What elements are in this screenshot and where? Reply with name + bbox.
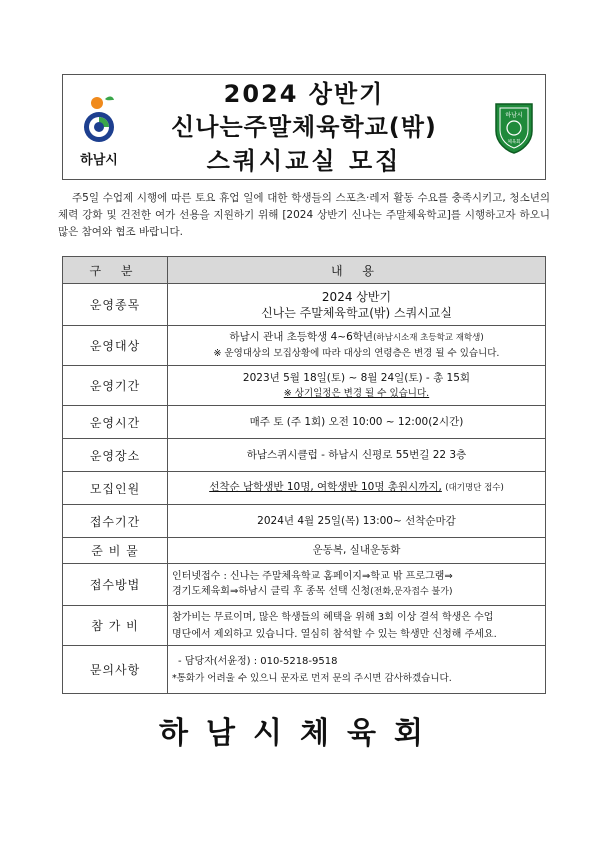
table-header-row [63,257,546,284]
table-row [63,538,546,564]
row-content [168,366,546,406]
title-line-3: 스쿼시교실 모집 [206,147,402,175]
header-category: 구 분 [63,257,168,284]
shield-icon [493,101,535,155]
content-line: 명단에서 제외하고 있습니다. 열심히 참석할 수 있는 학생만 신청해 주세요. [172,628,497,640]
row-label: 운영기간 [63,366,168,406]
info-table [62,256,546,694]
content-line: 2024 상반기 [321,289,392,304]
row-content [168,564,546,606]
row-content [168,606,546,646]
content-line: 참가비는 무료이며, 많은 학생들의 혜택을 위해 3회 이상 결석 학생은 수업 [172,611,494,623]
row-label: 운영시간 [63,406,168,439]
table-row [63,326,546,366]
content-text: 선착순 남학생반 10명, 여학생반 10명 총원시까지, [209,481,442,493]
content-note: (하남시소재 초등학교 재학생) [373,333,484,343]
sports-council-logo [493,101,535,155]
row-label: 접수방법 [63,564,168,606]
row-content [168,284,546,326]
row-content: 2024년 4월 25일(목) 13:00~ 선착순마감 [168,505,546,538]
title-block [133,75,475,177]
hanam-emblem-icon [77,93,121,143]
row-label: 문의사항 [63,646,168,694]
intro-paragraph: 주5일 수업제 시행에 따른 토요 휴업 일에 대한 학생들의 스포츠·레저 활동 수요를 충족시키고, 청소년의 체력 강화 및 건전한 여가 선용을 지원하기 위해 [2024 상반기 신나는 주말체육학교]를 시행하고자 하오니 많은 참여와 협조 바랍니다. [58,192,550,238]
row-label: 모집인원 [63,472,168,505]
logo-caption: 하남시 [80,153,118,168]
content-note: (전화,문자접수 불가) [370,587,453,597]
table-row [63,646,546,694]
content-line [172,584,541,600]
row-label: 접수기간 [63,505,168,538]
row-label: 참 가 비 [63,606,168,646]
table-row [63,284,546,326]
shield-subtext: 체육회 [507,140,521,145]
title-line-1: 2024 상반기 [223,80,385,108]
row-content: 하남스퀴시클럽 - 하남시 신평로 55번길 22 3층 [168,439,546,472]
table-row [63,366,546,406]
content-line: - 담당자(서윤정) : 010-5218-9518 [178,655,338,667]
table-row [63,439,546,472]
content-text: 경기도체육회⇒하남시 클릭 후 종목 선택 신청 [172,586,371,597]
row-label: 운영대상 [63,326,168,366]
row-content [168,326,546,366]
header-content: 내 용 [168,257,546,284]
content-text: 하남시 관내 초등학생 4~6학년 [229,331,374,343]
row-label: 운영종목 [63,284,168,326]
content-note: (대기명단 접수) [445,483,504,493]
table-row [63,472,546,505]
content-line: 인터넷접수 : 신나는 주말체육학교 홈페이지⇒학교 밖 프로그램⇒ [172,571,453,582]
content-line [172,330,541,346]
content-line: 신나는 주말체육학교(밖) 스쿼시교실 [261,305,452,320]
title-box [62,74,546,180]
table-row [63,606,546,646]
row-content [168,646,546,694]
content-line: ※ 상기일정은 변경 될 수 있습니다. [283,387,430,399]
row-content [168,472,546,505]
table-row [63,564,546,606]
table-row [63,505,546,538]
content-line: ※ 운영대상의 모집상황에 따라 대상의 연령층은 변경 될 수 있습니다. [213,348,500,359]
title-line-2: 신나는주말체육학교(밖) [171,113,437,141]
hanam-city-logo [73,93,125,168]
row-label: 준 비 물 [63,538,168,564]
row-content: 운동복, 실내운동화 [168,538,546,564]
row-content: 매주 토 (주 1회) 오전 10:00 ~ 12:00(2시간) [168,406,546,439]
table-row [63,406,546,439]
content-line: *통화가 어려울 수 있으니 문자로 먼저 문의 주시면 감사하겠습니다. [172,672,452,684]
footer-organization: 하남시체육회 [159,716,441,751]
row-label: 운영장소 [63,439,168,472]
content-line: 2023년 5월 18일(토) ~ 8월 24일(토) - 총 15회 [242,371,471,384]
shield-text: 하남시 [505,112,523,119]
